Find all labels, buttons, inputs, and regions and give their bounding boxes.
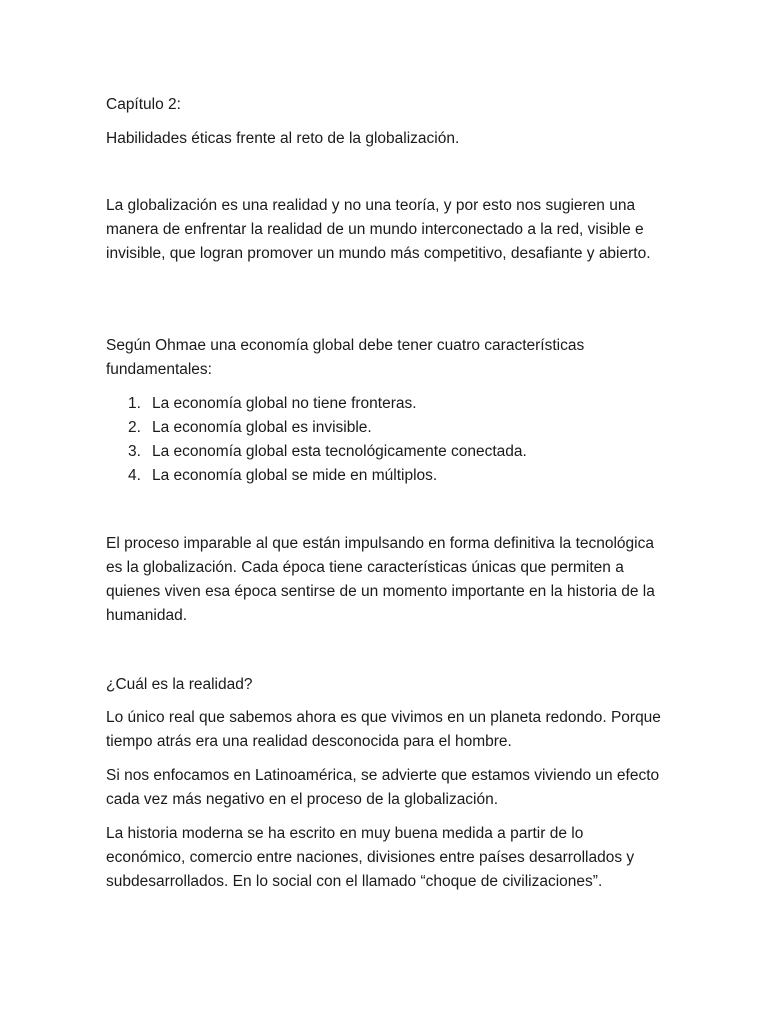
list-number: 1.	[128, 395, 141, 412]
chapter-heading: Capítulo 2:	[106, 96, 181, 113]
characteristics-list	[106, 392, 666, 488]
list-text: La economía global esta tecnológicamente conectada.	[152, 443, 527, 460]
paragraph-latinoamerica: Si nos enfocamos en Latinoamérica, se advierte que estamos viviendo un efecto cada vez más negativo en el proceso de la globalización.	[106, 767, 660, 808]
list-item	[106, 440, 666, 464]
list-text: La economía global no tiene fronteras.	[152, 395, 417, 412]
paragraph-reality: Lo único real que sabemos ahora es que vivimos en un planeta redondo. Porque tiempo atrás era una realidad desconocida para el hombre.	[106, 709, 661, 750]
list-item	[106, 464, 666, 488]
paragraph-modern-history: La historia moderna se ha escrito en muy buena medida a partir de lo económico, comercio entre naciones, divisiones entre países desarrollados y subdesarrollados. En lo social con el llamado “choque de civilizaciones”.	[106, 825, 635, 890]
list-number: 3.	[128, 443, 141, 460]
list-number: 4.	[128, 467, 141, 484]
list-item	[106, 416, 666, 440]
question-heading: ¿Cuál es la realidad?	[106, 676, 253, 693]
paragraph-ohmae: Según Ohmae una economía global debe tener cuatro características fundamentales:	[106, 337, 585, 378]
document-title: Habilidades éticas frente al reto de la globalización.	[106, 130, 460, 147]
list-item	[106, 392, 666, 416]
list-number: 2.	[128, 419, 141, 436]
list-text: La economía global es invisible.	[152, 419, 372, 436]
paragraph-globalization: La globalización es una realidad y no una teoría, y por esto nos sugieren una manera de enfrentar la realidad de un mundo interconectado a la red, visible e invisible, que logran promover un mundo más competitivo, desafiante y abierto.	[106, 197, 651, 262]
list-text: La economía global se mide en múltiplos.	[152, 467, 438, 484]
paragraph-process: El proceso imparable al que están impulsando en forma definitiva la tecnológica es la globalización. Cada época tiene características únicas que permiten a quienes viven esa época sentirse de un momento importante en la historia de la humanidad.	[106, 535, 655, 624]
